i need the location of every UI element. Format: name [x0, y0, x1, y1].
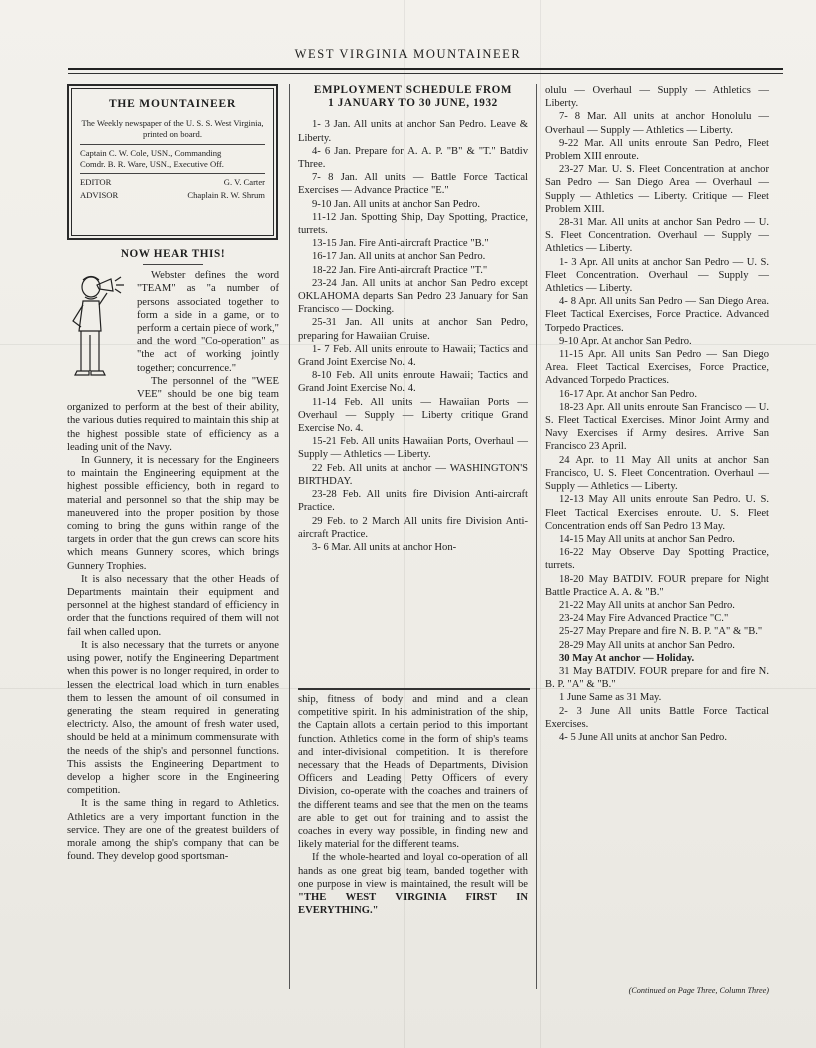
schedule-entry: 4- 6 Jan. Prepare for A. A. P. "B" & "T." Batdiv Three.: [298, 145, 528, 171]
schedule-entry: 1- 3 Jan. All units at anchor San Pedro. Leave & Liberty.: [298, 119, 528, 144]
divider: [80, 173, 265, 174]
exec-line: Comdr. B. R. Ware, USN., Executive Off.: [80, 159, 224, 169]
schedule-entry: 16-17 Apr. At anchor San Pedro.: [559, 388, 697, 400]
section-rule: [298, 688, 530, 690]
schedule-entry: 15-21 Feb. All units Hawaiian Ports, Overhaul — Supply — Athletics — Liberty.: [298, 436, 528, 461]
schedule-entry: 7- 8 Mar. All units at anchor Honolulu — Overhaul — Supply — Athletics — Liberty.: [545, 111, 769, 136]
fold-line: [540, 0, 541, 1048]
schedule-entry: 16-17 Jan. All units at anchor San Pedro.: [312, 251, 486, 263]
schedule-list: [545, 84, 769, 744]
schedule-headline: EMPLOYMENT SCHEDULE FROM: [313, 84, 513, 96]
masthead-title: WEST VIRGINIA MOUNTAINEER: [294, 47, 522, 61]
editorial-paragraph: It is the same thing in regard to Athletics. Athletics are a very important function in the service. They are one of the greatest builders of morale among the ship's company that can be found. They develop good sportsman-: [67, 798, 279, 863]
divider: [80, 144, 265, 145]
schedule-entry: 4- 5 June All units at anchor San Pedro.: [559, 731, 728, 743]
schedule-entry: 23-24 May Fire Advanced Practice "C.": [559, 613, 729, 625]
schedule-entry: 9-10 Apr. At anchor San Pedro.: [559, 335, 692, 347]
editorial-paragraph: In Gunnery, it is necessary for the Engineers to maintain the Engineering equipment at the highest possible efficiency, both in regard to material and personnel so that the ship may be maneuvered into the proper position by those coming to bring the guns within range of the targets in order that the gun crews can score hits which means Gunnery scores, which brings Gunnery Trophies.: [67, 455, 279, 572]
schedule-headline: 1 JANUARY TO 30 JUNE, 1932: [328, 97, 498, 110]
sailor-with-megaphone-icon: [61, 271, 131, 391]
staff-box-title: THE MOUNTAINEER: [108, 98, 237, 110]
schedule-entry: 29 Feb. to 2 March All units fire Division Anti-aircraft Practice.: [298, 515, 528, 540]
schedule-entry: 31 May BATDIV. FOUR prepare for and fire N. B. P. "A" & "B.": [545, 665, 769, 691]
schedule-entry: 16-22 May Observe Day Spotting Practice, turrets.: [545, 547, 769, 572]
schedule-entry: 1- 7 Feb. All units enroute to Hawaii; Tactics and Grand Joint Exercise No. 4.: [298, 343, 528, 369]
schedule-entry: 8-10 Feb. All units enroute Hawaii; Tactics and Grand Joint Exercise No. 4.: [298, 370, 528, 395]
schedule-entry: 25-31 Jan. All units at anchor San Pedro, preparing for Hawaiian Cruise.: [298, 317, 528, 342]
schedule-entry: 23-28 Feb. All units fire Division Anti-aircraft Practice.: [298, 489, 528, 514]
schedule-entry: 11-15 Apr. All units San Pedro — San Diego Area. Fleet Tactical Exercises, Force Practice, Advanced Torpedo Practices.: [545, 349, 769, 387]
editorial-paragraph: Webster defines the word "TEAM" as "a number of persons associated together to form a side in a game, or to perform a certain piece of work," and the word "Co-operation" as "the act of working jointly together; concurrence.": [137, 270, 279, 374]
masthead-rule: [68, 68, 783, 70]
editorial-paragraph: It is also necessary that the turrets or anyone using power, notify the Engineering Department when this power is no longer required, in order to lessen the electrical load which in turn enables them to lessen the amount of oil consumed in generating the steam required in generating electricty. Also, the amount of fresh water used, should be held at a minimum commensurate with the needs of the ship's and personnel functions. This assists the Engineering Department to develop a higher score in the Engineering competition.: [67, 639, 279, 797]
schedule-entry: 9-22 Mar. All units enroute San Pedro, Fleet Problem XIII enroute.: [545, 137, 769, 163]
editorial-paragraph: ship, fitness of body and mind and a clean competitive spirit. In his administration of the ship, the Captain allots a certain period to this important function. Athletics come in the form of ship's teams and inter-divisional competition. It is therefore necessary that the Heads of Departments, Division Officers and Leading Petty Officers of every Division, co-operate with the coaches and trainers of the different teams and see that the men on the teams are able to get out for training and to assist the coaches in every way possible, in finding new and likely material for the different teams.: [298, 694, 528, 851]
schedule-entry: 25-27 May Prepare and fire N. B. P. "A" & "B.": [559, 626, 763, 638]
schedule-entry: olulu — Overhaul — Supply — Athletics — Liberty.: [545, 85, 769, 110]
schedule-column-1: [298, 84, 528, 554]
editorial-paragraph: The personnel of the "WEE VEE" should be one big team organized to perform at the best of their ability, the various duties required to maintain this ship at the highest possible state of efficiency as a leading unit of the Navy.: [67, 375, 279, 453]
captain-line: Captain C. W. Cole, USN., Commanding: [80, 148, 222, 158]
schedule-entry: 18-20 May BATDIV. FOUR prepare for Night Battle Practice A. A. & "B.": [545, 573, 769, 598]
editorial-column: [67, 248, 279, 863]
editor-row: [80, 177, 265, 188]
schedule-entry: 12-13 May All units enroute San Pedro. U. S. Fleet Tactical Exercises enroute. U. S. Fleet Concentration ends off San Pedro 13 May.: [545, 494, 769, 532]
editorial-closing: If the whole-hearted and loyal co-operation of all hands as one great big team, banded together with one purpose in view is maintained, the result will be: [298, 852, 528, 890]
editorial-closing-bold: "THE WEST VIRGINIA FIRST IN EVERYTHING.": [298, 892, 528, 917]
editorial-paragraph: It is also necessary that the other Heads of Departments maintain their equipment and personnel at the highest standard of efficiency in order that the functions required of them will not fail when called upon.: [67, 573, 279, 638]
column-rule: [289, 84, 290, 989]
masthead-rule: [68, 73, 783, 74]
schedule-entry: 28-31 Mar. All units at anchor San Pedro — U. S. Fleet Concentration. Overhaul — Supply — Athletics — Liberty.: [545, 217, 769, 255]
continued-note: (Continued on Page Three, Column Three): [628, 986, 769, 995]
schedule-column-2: [545, 84, 769, 744]
schedule-entry: 24 Apr. to 11 May All units at anchor San Francisco, U. S. Fleet Concentration. Overhaul — Supply — Athletics — Liberty.: [545, 454, 769, 493]
schedule-entry: 18-22 Jan. Fire Anti-aircraft Practice "T.": [312, 264, 488, 276]
schedule-entry: 11-12 Jan. Spotting Ship, Day Spotting, Practice, turrets.: [298, 211, 528, 237]
editorial-continuation: [298, 693, 528, 917]
schedule-entry: 23-24 Jan. All units at anchor San Pedro except OKLAHOMA departs San Pedro 23 January for San Francisco — Docking.: [298, 277, 528, 316]
schedule-entry: 7- 8 Jan. All units — Battle Force Tactical Exercises — Advance Practice "E.": [298, 172, 528, 197]
staff-box: [67, 84, 278, 240]
schedule-entry: 1- 3 Apr. All units at anchor San Pedro — U. S. Fleet Concentration. Overhaul — Supply — Athletics — Liberty.: [545, 256, 769, 295]
schedule-entry: 21-22 May All units at anchor San Pedro.: [559, 599, 735, 611]
schedule-entry: 30 May At anchor — Holiday.: [559, 652, 695, 664]
advisor-row: [80, 190, 265, 201]
staff-box-description: The Weekly newspaper of the U. S. S. West Virginia, printed on board.: [81, 118, 264, 139]
editorial-headline: NOW HEAR THIS!: [120, 248, 226, 260]
editor-name: G. V. Carter: [223, 177, 265, 187]
editorial-paragraph: [298, 851, 528, 917]
schedule-entry: 3- 6 Mar. All units at anchor Hon-: [312, 541, 457, 553]
schedule-entry: 2- 3 June All units Battle Force Tactical Exercises.: [545, 705, 769, 730]
advisor-name: Chaplain R. W. Shrum: [187, 190, 265, 200]
advisor-role: ADVISOR: [80, 190, 119, 200]
schedule-entry: 23-27 Mar. U. S. Fleet Concentration at anchor San Pedro — San Diego Area — Overhaul — Supply — Athletics — Liberty. Critique — Fleet Problem XIII.: [545, 164, 769, 215]
column-rule: [536, 84, 537, 989]
schedule-entry: 22 Feb. All units at anchor — WASHINGTON'S BIRTHDAY.: [298, 462, 528, 487]
schedule-entry: 9-10 Jan. All units at anchor San Pedro.: [312, 198, 481, 210]
schedule-entry: 4- 8 Apr. All units San Pedro — San Diego Area. Fleet Tactical Exercises, Force Practice. Advanced Torpedo Practices.: [545, 296, 769, 334]
schedule-entry: 1 June Same as 31 May.: [559, 692, 662, 704]
schedule-entry: 28-29 May All units at anchor San Pedro.: [559, 639, 735, 651]
schedule-entry: 11-14 Feb. All units — Hawaiian Ports — Overhaul — Supply — Liberty critique Grand Exercise No. 4.: [298, 396, 528, 435]
divider: [143, 264, 203, 265]
editor-role: EDITOR: [80, 177, 112, 187]
schedule-entry: 14-15 May All units at anchor San Pedro.: [559, 533, 735, 545]
schedule-entry: 18-23 Apr. All units enroute San Francisco — U. S. Fleet Tactical Exercises. Minor Joint Army and Navy Exercises if Army desires. Arrive San Francisco 23 April.: [545, 401, 769, 453]
schedule-list: [298, 118, 528, 554]
schedule-entry: 13-15 Jan. Fire Anti-aircraft Practice "B.": [312, 238, 489, 250]
